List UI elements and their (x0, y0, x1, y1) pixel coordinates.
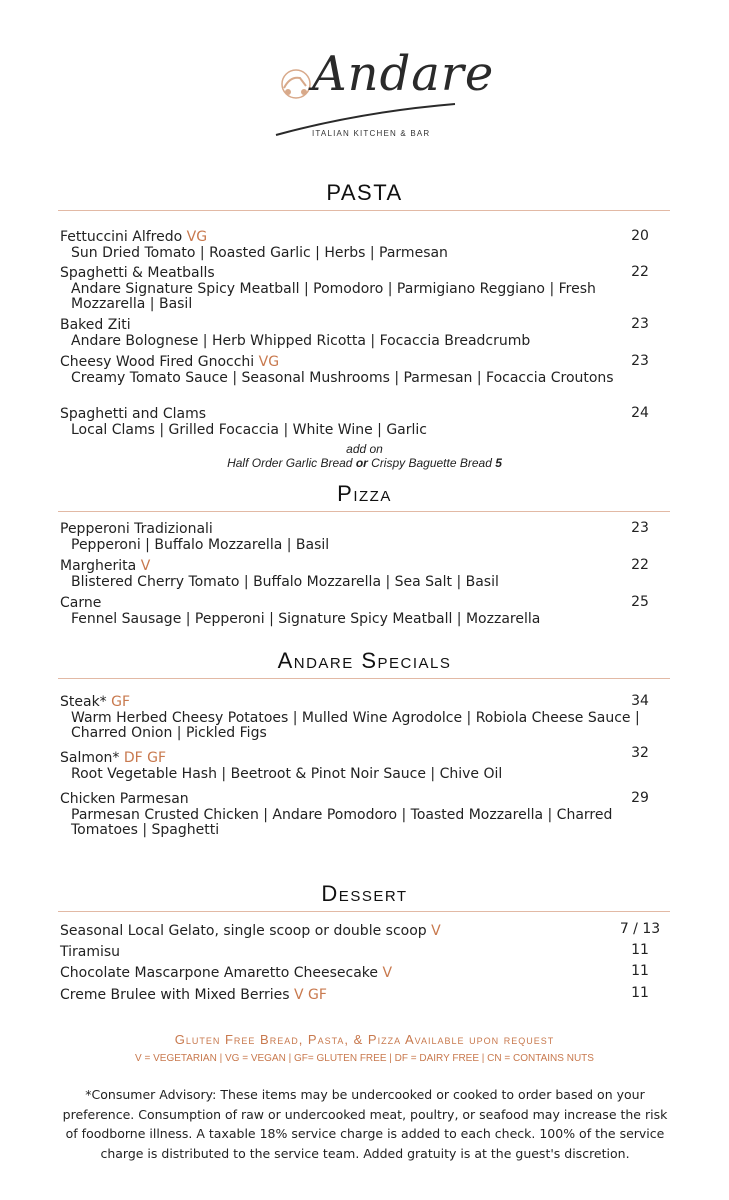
pasta-heading: PASTA (326, 180, 403, 205)
item-name: Baked Ziti (60, 317, 131, 333)
item-price: 23 (631, 316, 649, 332)
item-description: Pepperoni | Buffalo Mozzarella | Basil (71, 536, 330, 553)
brand-tagline: ITALIAN KITCHEN & BAR (312, 129, 431, 138)
item-price: 25 (631, 594, 649, 610)
gluten-free-note: Gluten Free Bread, Pasta, & Pizza Available upon request (174, 1032, 555, 1047)
dessert-item: Creme Brulee with Mixed Berries V GF (60, 987, 327, 1003)
divider (58, 678, 670, 679)
divider (58, 511, 670, 512)
diet-tag: VG (258, 354, 280, 370)
item-price: 24 (631, 405, 649, 421)
item-description: Parmesan Crusted Chicken | Andare Pomodoro | Toasted Mozzarella | Charred Tomatoes | Spaghetti (71, 806, 613, 838)
item-price: 32 (631, 745, 649, 761)
item-price: 29 (631, 790, 649, 806)
menu-item (60, 695, 660, 742)
item-description: Blistered Cherry Tomato | Buffalo Mozzarella | Sea Salt | Basil (71, 573, 499, 590)
menu-item (60, 355, 660, 386)
item-description: Fennel Sausage | Pepperoni | Signature Spicy Meatball | Mozzarella (71, 610, 541, 627)
item-description: Andare Bolognese | Herb Whipped Ricotta | Focaccia Breadcrumb (71, 332, 531, 349)
divider (58, 210, 670, 211)
item-name: Chicken Parmesan (60, 791, 189, 807)
menu-item (60, 318, 660, 349)
item-description: Root Vegetable Hash | Beetroot & Pinot Noir Sauce | Chive Oil (71, 765, 503, 782)
item-name: Margherita V (60, 558, 151, 574)
menu-item (60, 522, 660, 553)
diet-tag: V (140, 558, 151, 574)
addon-line: Half Order Garlic Bread or Crispy Baguette Bread 5 (227, 456, 502, 470)
diet-tag: DF GF (123, 750, 167, 766)
dessert-item: Chocolate Mascarpone Amaretto Cheesecake V (60, 965, 393, 981)
diet-tag: V (382, 965, 393, 981)
brand-wordmark: Andare (312, 46, 495, 102)
item-price: 23 (631, 520, 649, 536)
diet-tag: V (431, 923, 441, 939)
addon-label: add on (346, 442, 383, 456)
item-price: 11 (631, 985, 649, 1001)
item-price: 11 (631, 942, 649, 958)
dietary-legend: V = VEGETARIAN | VG = VEGAN | GF= GLUTEN FREE | DF = DAIRY FREE | CN = CONTAINS NUTS (135, 1053, 594, 1064)
item-name: Pepperoni Tradizionali (60, 521, 213, 537)
item-description: Warm Herbed Cheesy Potatoes | Mulled Wine Agrodolce | Robiola Cheese Sauce | Charred Onion | Pickled Figs (71, 709, 640, 741)
addon-price: 5 (495, 456, 502, 470)
menu-item (60, 751, 660, 782)
andare-logo (270, 42, 495, 142)
menu-item (60, 230, 660, 261)
menu-item (60, 596, 660, 627)
menu-item (60, 792, 660, 839)
item-name: Carne (60, 595, 102, 611)
diet-tag: GF (111, 694, 131, 710)
specials-heading: Andare Specials (277, 648, 452, 673)
item-price: 7 / 13 (619, 921, 661, 937)
diet-tag: VG (186, 229, 208, 245)
item-price: 23 (631, 353, 649, 369)
pizza-heading: Pizza (337, 481, 392, 506)
item-description: Sun Dried Tomato | Roasted Garlic | Herbs | Parmesan (71, 244, 448, 261)
menu-item (60, 266, 660, 313)
item-name: Spaghetti and Clams (60, 406, 207, 422)
dessert-item: Tiramisu (60, 944, 121, 960)
item-name: Fettuccini Alfredo VG (60, 229, 208, 245)
item-price: 20 (631, 228, 649, 244)
menu-item (60, 559, 660, 590)
dessert-item: Seasonal Local Gelato, single scoop or double scoop V (60, 923, 441, 939)
item-name: Steak* GF (60, 694, 131, 710)
item-description: Local Clams | Grilled Focaccia | White Wine | Garlic (71, 421, 427, 438)
item-name: Salmon* DF GF (60, 750, 167, 766)
item-description: Creamy Tomato Sauce | Seasonal Mushrooms | Parmesan | Focaccia Croutons (71, 369, 614, 386)
item-price: 34 (631, 693, 649, 709)
item-name: Spaghetti & Meatballs (60, 265, 215, 281)
item-price: 11 (631, 963, 649, 979)
item-price: 22 (631, 557, 649, 573)
menu-item (60, 407, 660, 438)
diet-tag: V GF (294, 987, 327, 1003)
item-name: Cheesy Wood Fired Gnocchi VG (60, 354, 280, 370)
item-price: 22 (631, 264, 649, 280)
dessert-heading: Dessert (321, 881, 408, 906)
consumer-advisory: *Consumer Advisory: These items may be undercooked or cooked to order based on your preference. Consumption of raw or undercooked meat, poultry, or seafood may increase the risk of foodborne illness. A taxable 18% service charge is added to each check. 100% of the service charge is distributed to the service team. Added gratuity is at the guest's discretion. (62, 1087, 668, 1161)
item-description: Andare Signature Spicy Meatball | Pomodoro | Parmigiano Reggiano | Fresh Mozzarella | Basil (71, 280, 596, 312)
divider (58, 911, 670, 912)
